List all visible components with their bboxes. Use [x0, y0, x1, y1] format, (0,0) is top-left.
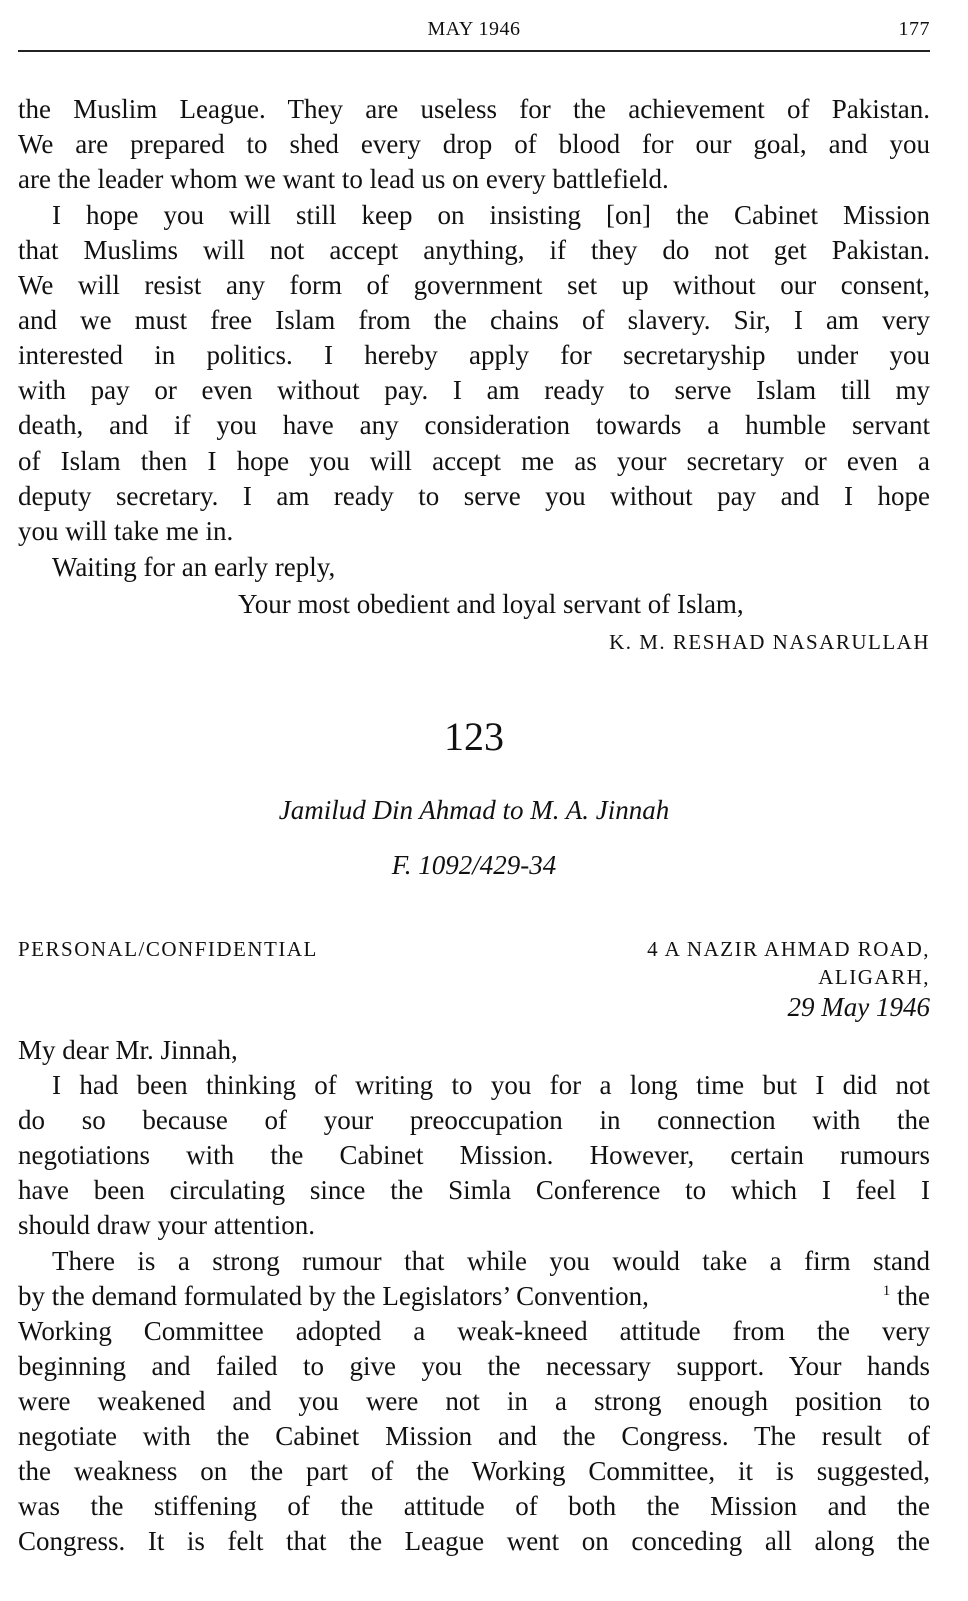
valediction: Your most obedient and loyal servant of Islam, [238, 589, 744, 619]
text-line: We are prepared to shed every drop of blood for our goal, and you [18, 129, 930, 159]
text-line: and we must free Islam from the chains of slavery. Sir, I am very [18, 305, 930, 335]
running-head-title: MAY 1946 [427, 18, 521, 40]
text-line: you will take me in. [18, 516, 234, 546]
text-line: Congress. It is felt that the League went on conceding all along the [18, 1526, 930, 1556]
text-line: that Muslims will not accept anything, if they do not get Pakistan. [18, 235, 930, 265]
text-segment: by the demand formulated by the Legislators’ Convention, [18, 1281, 649, 1311]
text-line-end-group [883, 1279, 930, 1314]
page-number: 177 [898, 18, 930, 40]
text-line: beginning and failed to give you the necessary support. Your hands [18, 1351, 930, 1381]
letter-closing: Waiting for an early reply, [52, 552, 336, 582]
text-line: do so because of your preoccupation in connection with the [18, 1105, 930, 1135]
running-head [18, 14, 930, 52]
text-line: was the stiffening of the attitude of both the Mission and the [18, 1491, 930, 1521]
document-heading: Jamilud Din Ahmad to M. A. Jinnah [278, 795, 670, 825]
text-line: should draw your attention. [18, 1210, 315, 1240]
document-number: 123 [444, 714, 504, 759]
text-line: We will resist any form of government set up without our consent, [18, 270, 930, 300]
text-line: deputy secretary. I am ready to serve you without pay and I hope [18, 481, 930, 511]
text-line: Working Committee adopted a weak-kneed attitude from the very [18, 1316, 930, 1346]
text-segment: the [890, 1281, 930, 1311]
text-line: are the leader whom we want to lead us on every battlefield. [18, 164, 669, 194]
text-line: have been circulating since the Simla Conference to which I feel I [18, 1175, 930, 1205]
text-line: There is a strong rumour that while you would take a firm stand [52, 1246, 930, 1276]
text-line: interested in politics. I hereby apply for secretaryship under you [18, 340, 930, 370]
text-line: death, and if you have any consideration towards a humble servant [18, 410, 930, 440]
text-line: negotiations with the Cabinet Mission. However, certain rumours [18, 1140, 930, 1170]
text-line: with pay or even without pay. I am ready to serve Islam till my [18, 375, 930, 405]
signature: K. M. RESHAD NASARULLAH [609, 630, 930, 654]
classification-label: PERSONAL/CONFIDENTIAL [18, 937, 318, 961]
footnote-marker[interactable]: 1 [882, 1283, 891, 1299]
text-line: I had been thinking of writing to you for a long time but I did not [52, 1070, 930, 1100]
document-reference: F. 1092/429-34 [391, 850, 557, 880]
text-line-with-footnote [18, 1279, 930, 1314]
text-line: of Islam then I hope you will accept me as your secretary or even a [18, 446, 930, 476]
salutation: My dear Mr. Jinnah, [18, 1035, 238, 1065]
text-line: the weakness on the part of the Working Committee, it is suggested, [18, 1456, 930, 1486]
address-line-2: ALIGARH, [818, 965, 930, 989]
text-line: were weakened and you were not in a strong enough position to [18, 1386, 930, 1416]
address-line-1: 4 A NAZIR AHMAD ROAD, [647, 937, 930, 961]
text-line: the Muslim League. They are useless for the achievement of Pakistan. [18, 94, 930, 124]
text-line: negotiate with the Cabinet Mission and the Congress. The result of [18, 1421, 930, 1451]
letter-date: 29 May 1946 [787, 992, 930, 1022]
text-line: I hope you will still keep on insisting [on] the Cabinet Mission [52, 200, 930, 230]
